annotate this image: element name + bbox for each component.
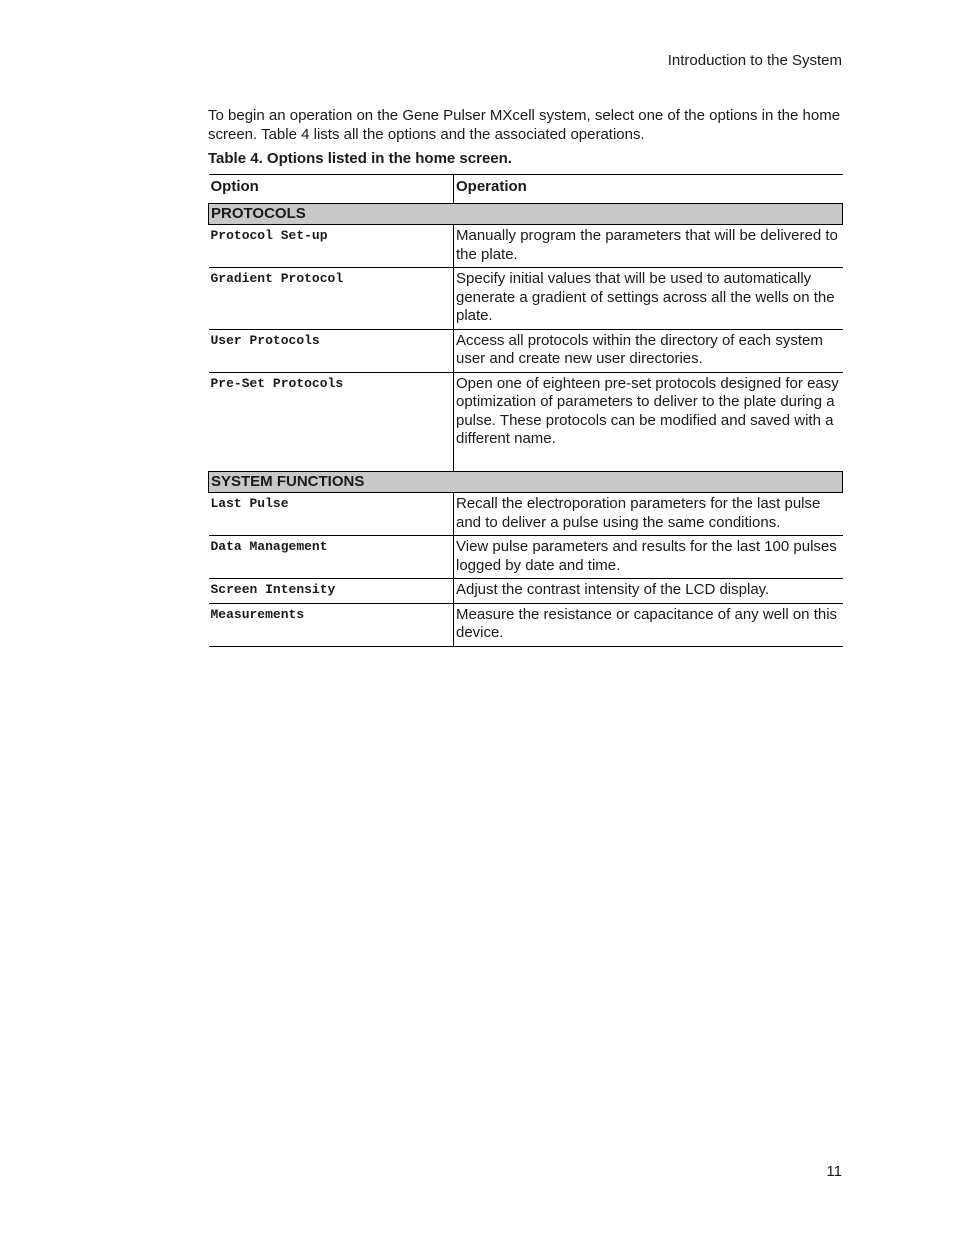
option-cell: Pre-Set Protocols [209, 372, 454, 471]
operation-cell: Measure the resistance or capacitance of any well on this device. [454, 603, 843, 646]
table-row [209, 579, 843, 604]
operation-cell: Manually program the parameters that will be delivered to the plate. [454, 225, 843, 268]
option-cell: Data Management [209, 536, 454, 579]
page-content [208, 106, 842, 647]
options-table [208, 174, 843, 647]
operation-cell: Adjust the contrast intensity of the LCD display. [454, 579, 843, 604]
section-header-system-functions [209, 471, 843, 493]
page-number: 11 [826, 1163, 842, 1180]
operation-cell: Specify initial values that will be used to automatically generate a gradient of settings across all the wells on the plate. [454, 268, 843, 330]
table-row [209, 329, 843, 372]
table-row [209, 603, 843, 646]
section-header-protocols [209, 203, 843, 225]
table-row [209, 493, 843, 536]
operation-cell: View pulse parameters and results for the last 100 pulses logged by date and time. [454, 536, 843, 579]
intro-paragraph: To begin an operation on the Gene Pulser MXcell system, select one of the options in the home screen. Table 4 lists all the options and the associated operations. [208, 107, 841, 143]
table-row [209, 225, 843, 268]
operation-cell: Access all protocols within the directory of each system user and create new user directories. [454, 329, 843, 372]
operation-cell: Open one of eighteen pre-set protocols designed for easy optimization of parameters to deliver to the plate during a pulse. These protocols can be modified and saved with a different name. [454, 372, 843, 471]
option-cell: Measurements [209, 603, 454, 646]
option-cell: Last Pulse [209, 493, 454, 536]
section-title: PROTOCOLS [209, 203, 843, 225]
option-cell: Protocol Set-up [209, 225, 454, 268]
column-header-operation: Operation [454, 175, 843, 204]
table-row [209, 268, 843, 330]
option-cell: Screen Intensity [209, 579, 454, 604]
running-header: Introduction to the System [667, 52, 842, 69]
table-header-row [209, 175, 843, 204]
operation-cell: Recall the electroporation parameters for the last pulse and to deliver a pulse using the same conditions. [454, 493, 843, 536]
table-row [209, 536, 843, 579]
option-cell: User Protocols [209, 329, 454, 372]
table-row [209, 372, 843, 471]
table-caption: Table 4. Options listed in the home screen. [208, 150, 512, 167]
section-title: SYSTEM FUNCTIONS [209, 471, 843, 493]
option-cell: Gradient Protocol [209, 268, 454, 330]
column-header-option: Option [209, 175, 454, 204]
